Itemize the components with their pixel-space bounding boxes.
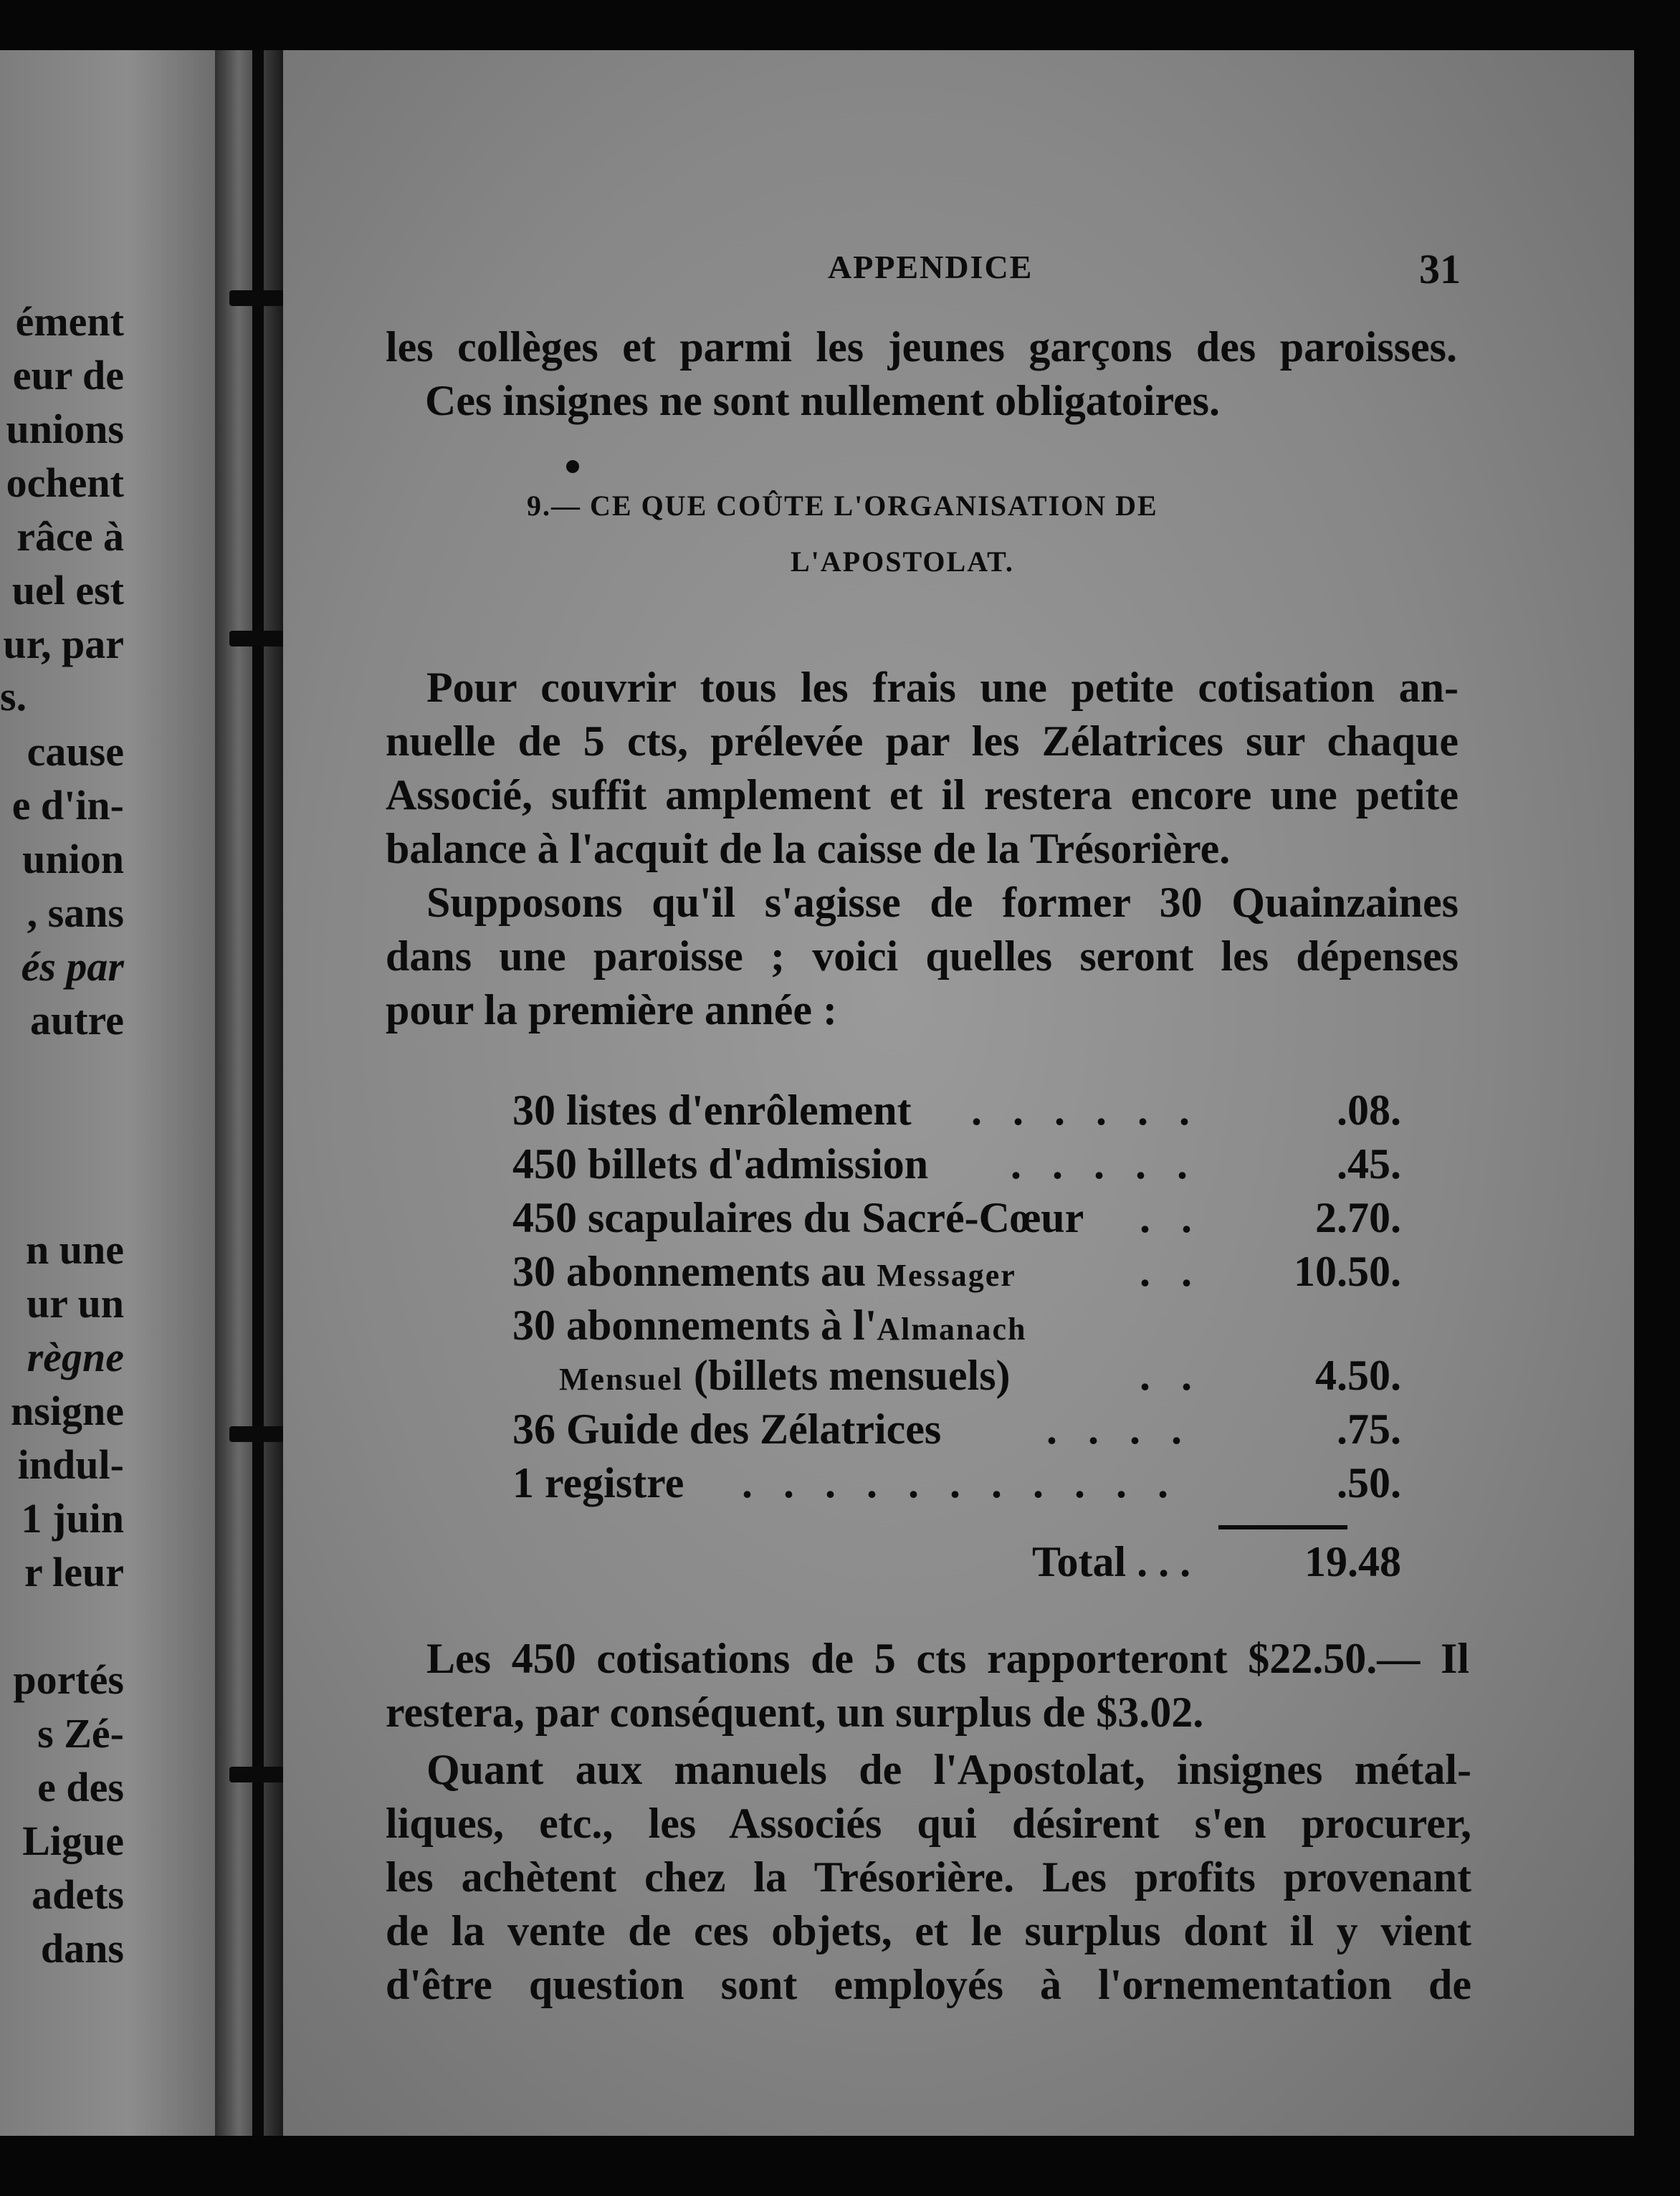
main-page <box>283 50 1634 2136</box>
text-line: restera, par conséquent, un surplus de $3.02. <box>386 1689 1204 1736</box>
text-line: dans une paroisse ; voici quelles seront les dépenses <box>386 932 1459 980</box>
leader-dots: . . . . . . <box>971 1087 1200 1134</box>
text-line: Ces insignes ne sont nullement obligatoires. <box>425 377 1220 424</box>
text-line: Supposons qu'il s'agisse de former 30 Quainzaines <box>426 879 1459 926</box>
left-page-fragment: règne <box>27 1334 124 1380</box>
left-page-fragment: portés <box>13 1656 124 1703</box>
publication-name: Almanach <box>877 1312 1027 1347</box>
text-line: Quant aux manuels de l'Apostolat, insignes métal- <box>426 1746 1471 1793</box>
left-page-fragment: uel est <box>11 567 124 614</box>
left-page-fragment: 1 juin <box>21 1495 124 1542</box>
leader-dots: . . <box>1140 1194 1202 1241</box>
expense-value: .08. <box>1337 1087 1401 1134</box>
left-page-fragment: s Zé- <box>37 1710 124 1757</box>
text-line: Associé, suffit amplement et il restera encore une petite <box>386 771 1459 818</box>
left-page-fragment: Ligue <box>22 1818 124 1864</box>
leader-dots: . . <box>1140 1248 1202 1295</box>
left-page-fragment: e des <box>37 1764 124 1810</box>
left-page-fragment: dans <box>40 1925 124 1972</box>
page-number: 31 <box>1419 246 1461 292</box>
left-page-fragment: e d'in- <box>11 782 124 829</box>
page-header-title: APPENDICE <box>828 249 1034 285</box>
text-line: pour la première année : <box>386 986 837 1033</box>
expense-label-text: (billets mensuels) <box>682 1352 1011 1399</box>
left-page-fragment: eur de <box>12 352 124 398</box>
left-page-fragment: ur un <box>27 1280 124 1327</box>
text-line: les achètent chez la Trésorière. Les profits provenant <box>386 1853 1471 1901</box>
expense-label-text: 30 abonnements au <box>512 1248 877 1295</box>
expense-label: 450 billets d'admission <box>512 1140 929 1188</box>
expense-value: 4.50. <box>1315 1352 1401 1399</box>
text-line: liques, etc., les Associés qui désirent s'en procurer, <box>386 1800 1471 1847</box>
text-line: Les 450 cotisations de 5 cts rapporteront $22.50.— Il <box>426 1635 1469 1682</box>
publication-name: Mensuel <box>559 1362 683 1397</box>
section-title: 9.— CE QUE COÛTE L'ORGANISATION DE <box>527 490 1158 522</box>
text-line: balance à l'acquit de la caisse de la Trésorière. <box>386 825 1231 872</box>
left-page-fragment: , sans <box>27 889 124 936</box>
left-page-fragment: indul- <box>17 1441 124 1488</box>
expense-label-continuation <box>559 1351 1011 1400</box>
leader-dots: . . <box>1140 1352 1202 1399</box>
expense-label: 30 listes d'enrôlement <box>512 1087 912 1134</box>
leader-dots: . . . . <box>1046 1405 1192 1453</box>
expense-label: 450 scapulaires du Sacré-Cœur <box>512 1194 1084 1241</box>
left-page-fragment: s. <box>0 673 27 720</box>
text-line: nuelle de 5 cts, prélevée par les Zélatrices sur chaque <box>386 717 1459 765</box>
left-page-fragment: és par <box>21 943 124 990</box>
expense-value: 10.50. <box>1294 1248 1401 1295</box>
left-page-fragment: adets <box>32 1871 124 1918</box>
expense-value: .50. <box>1337 1459 1401 1507</box>
total-value: 19.48 <box>1304 1538 1401 1585</box>
left-page-fragment: nsigne <box>11 1388 124 1434</box>
left-page-fragment: râce à <box>16 513 124 560</box>
leader-dots: . . . . . <box>1011 1140 1198 1188</box>
left-page-fragment: r leur <box>24 1549 124 1595</box>
publication-name: Messager <box>877 1258 1016 1293</box>
total-rule <box>1218 1525 1347 1529</box>
expense-value: 2.70. <box>1315 1194 1401 1241</box>
leader-dots: . . . . . . . . . . . <box>742 1459 1178 1507</box>
left-page-fragment: n une <box>25 1226 124 1273</box>
left-page-fragment: ochent <box>6 459 124 506</box>
binding-shadow <box>252 50 264 2136</box>
left-page-fragment: cause <box>27 728 124 775</box>
left-page-fragment: union <box>22 836 124 882</box>
book-gutter <box>215 50 283 2136</box>
text-line: d'être question sont employés à l'ornementation de <box>386 1961 1471 2008</box>
left-facing-page <box>0 50 215 2136</box>
expense-label <box>512 1247 1016 1297</box>
left-page-fragment: ément <box>15 298 124 345</box>
text-line: de la vente de ces objets, et le surplus dont il y vient <box>386 1907 1471 1954</box>
section-title: L'APOSTOLAT. <box>791 545 1014 578</box>
expense-label-text: 30 abonnements à l' <box>512 1302 877 1349</box>
expense-value: .45. <box>1337 1140 1401 1188</box>
expense-value: .75. <box>1337 1405 1401 1453</box>
left-page-fragment: unions <box>6 406 124 452</box>
left-page-fragment: autre <box>29 997 124 1044</box>
expense-label: 1 registre <box>512 1459 684 1507</box>
expense-label <box>512 1301 1027 1350</box>
text-line: Pour couvrir tous les frais une petite cotisation an- <box>426 664 1459 711</box>
total-label: Total . . . <box>1032 1538 1191 1585</box>
text-line: les collèges et parmi les jeunes garçons des paroisses. <box>386 323 1457 371</box>
bullet-mark <box>566 460 579 473</box>
expense-label: 36 Guide des Zélatrices <box>512 1405 942 1453</box>
left-page-fragment: ur, par <box>3 621 124 667</box>
